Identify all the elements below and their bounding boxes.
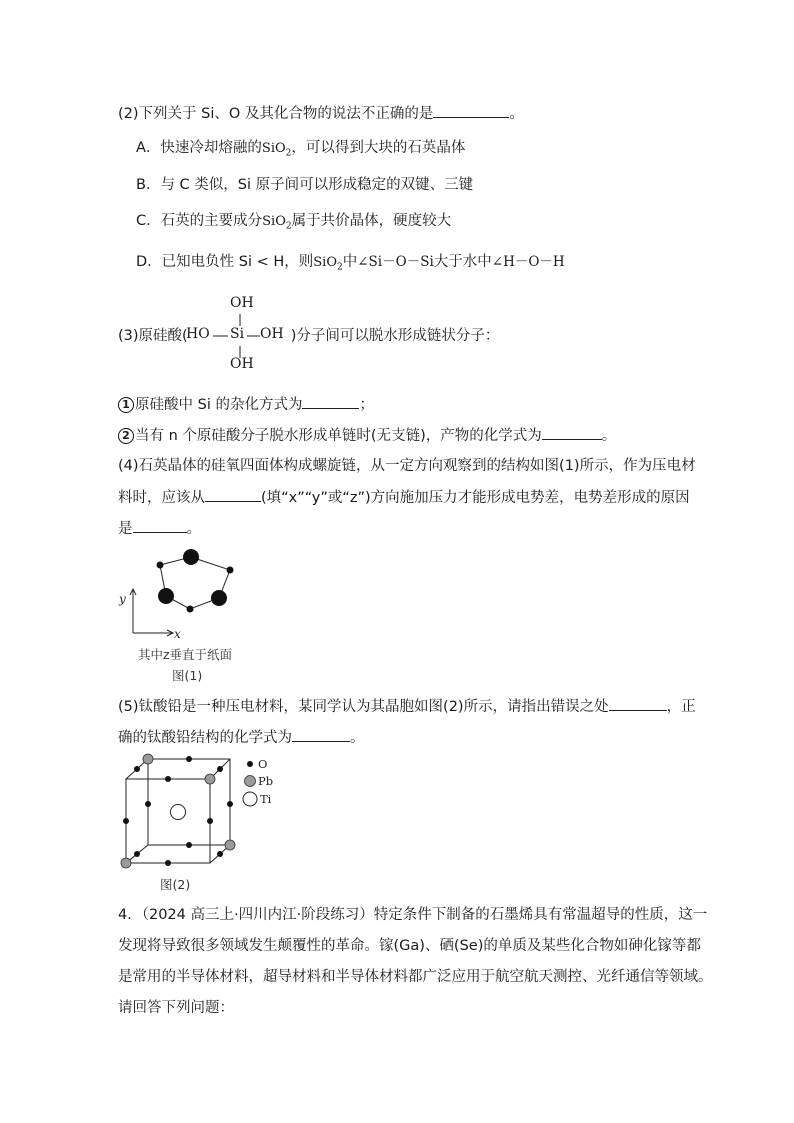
legend-pb-icon <box>245 776 256 787</box>
q2-stem: (2)下列关于 Si、O 及其化合物的说法不正确的是 。 <box>118 103 524 124</box>
answer-blank[interactable] <box>205 487 261 502</box>
legend-ti-icon <box>243 792 257 806</box>
legend-o-icon <box>247 761 253 767</box>
silicon-atom-small <box>187 606 194 613</box>
pb-atom <box>225 840 235 850</box>
ti-atom <box>171 805 186 820</box>
figure-1-helix-projection <box>118 545 258 645</box>
o-atom <box>165 860 171 866</box>
q4-line-1: (4)石英晶体的硅氧四面体构成螺旋链，从一定方向观察到的结构如图(1)所示，作为压电材 <box>118 458 696 474</box>
pb-atom <box>121 858 131 868</box>
silicon-atom-small <box>157 562 164 569</box>
q3-stem: (3)原硅酸( )分子间可以脱水形成链状分子： <box>118 328 500 344</box>
problem-4-line-3: 是常用的半导体材料，超导材料和半导体材料都广泛应用于航空航天测控、光纤通信等领域。 <box>118 969 713 985</box>
formula-sio2: SiO$_2$ <box>261 141 292 159</box>
answer-blank[interactable] <box>292 727 350 742</box>
option-a: A．快速冷却熔融的SiO$_2$，可以得到大块的石英晶体 <box>136 140 466 159</box>
q4-line-3: 是 。 <box>118 518 201 539</box>
answer-blank[interactable] <box>302 394 359 409</box>
o-atom <box>165 776 171 782</box>
formula-sio2: SiO$_2$ <box>313 255 343 273</box>
legend-o-label: O <box>258 757 268 771</box>
o-atom <box>186 842 192 848</box>
answer-blank[interactable] <box>542 425 602 440</box>
figure-2-unit-cell <box>114 752 284 877</box>
oxygen-atom-large <box>158 588 174 604</box>
y-axis-label: y <box>119 592 126 606</box>
oxygen-atom-large <box>211 590 227 606</box>
silicon-atom-small <box>227 567 234 574</box>
legend-pb-label: Pb <box>258 774 274 788</box>
option-b: B．与 C 类似，Si 原子间可以形成稳定的双键、三键 <box>136 177 474 193</box>
q3-item-2: 2 当有 n 个原硅酸分子脱水形成单链时(无支链)，产物的化学式为 。 <box>118 425 616 446</box>
formula-sio2: SiO$_2$ <box>262 214 292 232</box>
q4-line-2: 料时，应该从 (填“x”“y”或“z”)方向施加压力才能形成电势差，电势差形成的原因 <box>118 487 690 508</box>
o-atom <box>145 801 151 807</box>
q5-line-2: 确的钛酸铅结构的化学式为 。 <box>118 727 365 748</box>
legend-ti-label: Ti <box>260 792 272 806</box>
o-atom <box>123 818 129 824</box>
answer-blank[interactable] <box>133 518 187 533</box>
o-atom <box>217 766 223 772</box>
problem-4-line-2: 发现将导致很多领域发生颠覆性的革命。镓(Ga)、硒(Se)的单质及某些化合物如砷化镓等都 <box>118 938 701 954</box>
option-d: D．已知电负性 Si < H，则SiO$_2$中∠Si－O－Si大于水中∠H－O－H <box>136 254 565 273</box>
figure-2-caption: 图(2) <box>160 877 191 892</box>
figure-1-caption: 图(1) <box>172 668 203 683</box>
option-c: C．石英的主要成分SiO$_2$属于共价晶体，硬度较大 <box>136 213 452 232</box>
q5-line-1: (5)钛酸铅是一种压电材料，某同学认为其晶胞如图(2)所示，请指出错误之处 ，正 <box>118 696 696 717</box>
o-atom <box>134 766 140 772</box>
problem-4-line-4: 请回答下列问题： <box>118 1000 234 1016</box>
answer-blank[interactable] <box>609 696 667 711</box>
o-atom <box>217 851 223 857</box>
o-atom <box>186 756 192 762</box>
figure-1-note: 其中z垂直于纸面 <box>138 647 233 662</box>
pb-atom <box>143 754 153 764</box>
oxygen-atom-large <box>183 549 199 565</box>
q3-item-1: 1 原硅酸中 Si 的杂化方式为 ； <box>118 394 374 415</box>
pb-atom <box>205 774 215 784</box>
problem-4-line-1: 4．（2024 高三上·四川内江·阶段练习）特定条件下制备的石墨烯具有常温超导的性质，这一 <box>118 907 708 923</box>
answer-blank[interactable] <box>433 103 509 118</box>
o-atom <box>207 818 213 824</box>
o-atom <box>227 801 233 807</box>
o-atom <box>134 851 140 857</box>
x-axis-label: x <box>174 627 181 641</box>
structure-bonds <box>200 300 270 370</box>
